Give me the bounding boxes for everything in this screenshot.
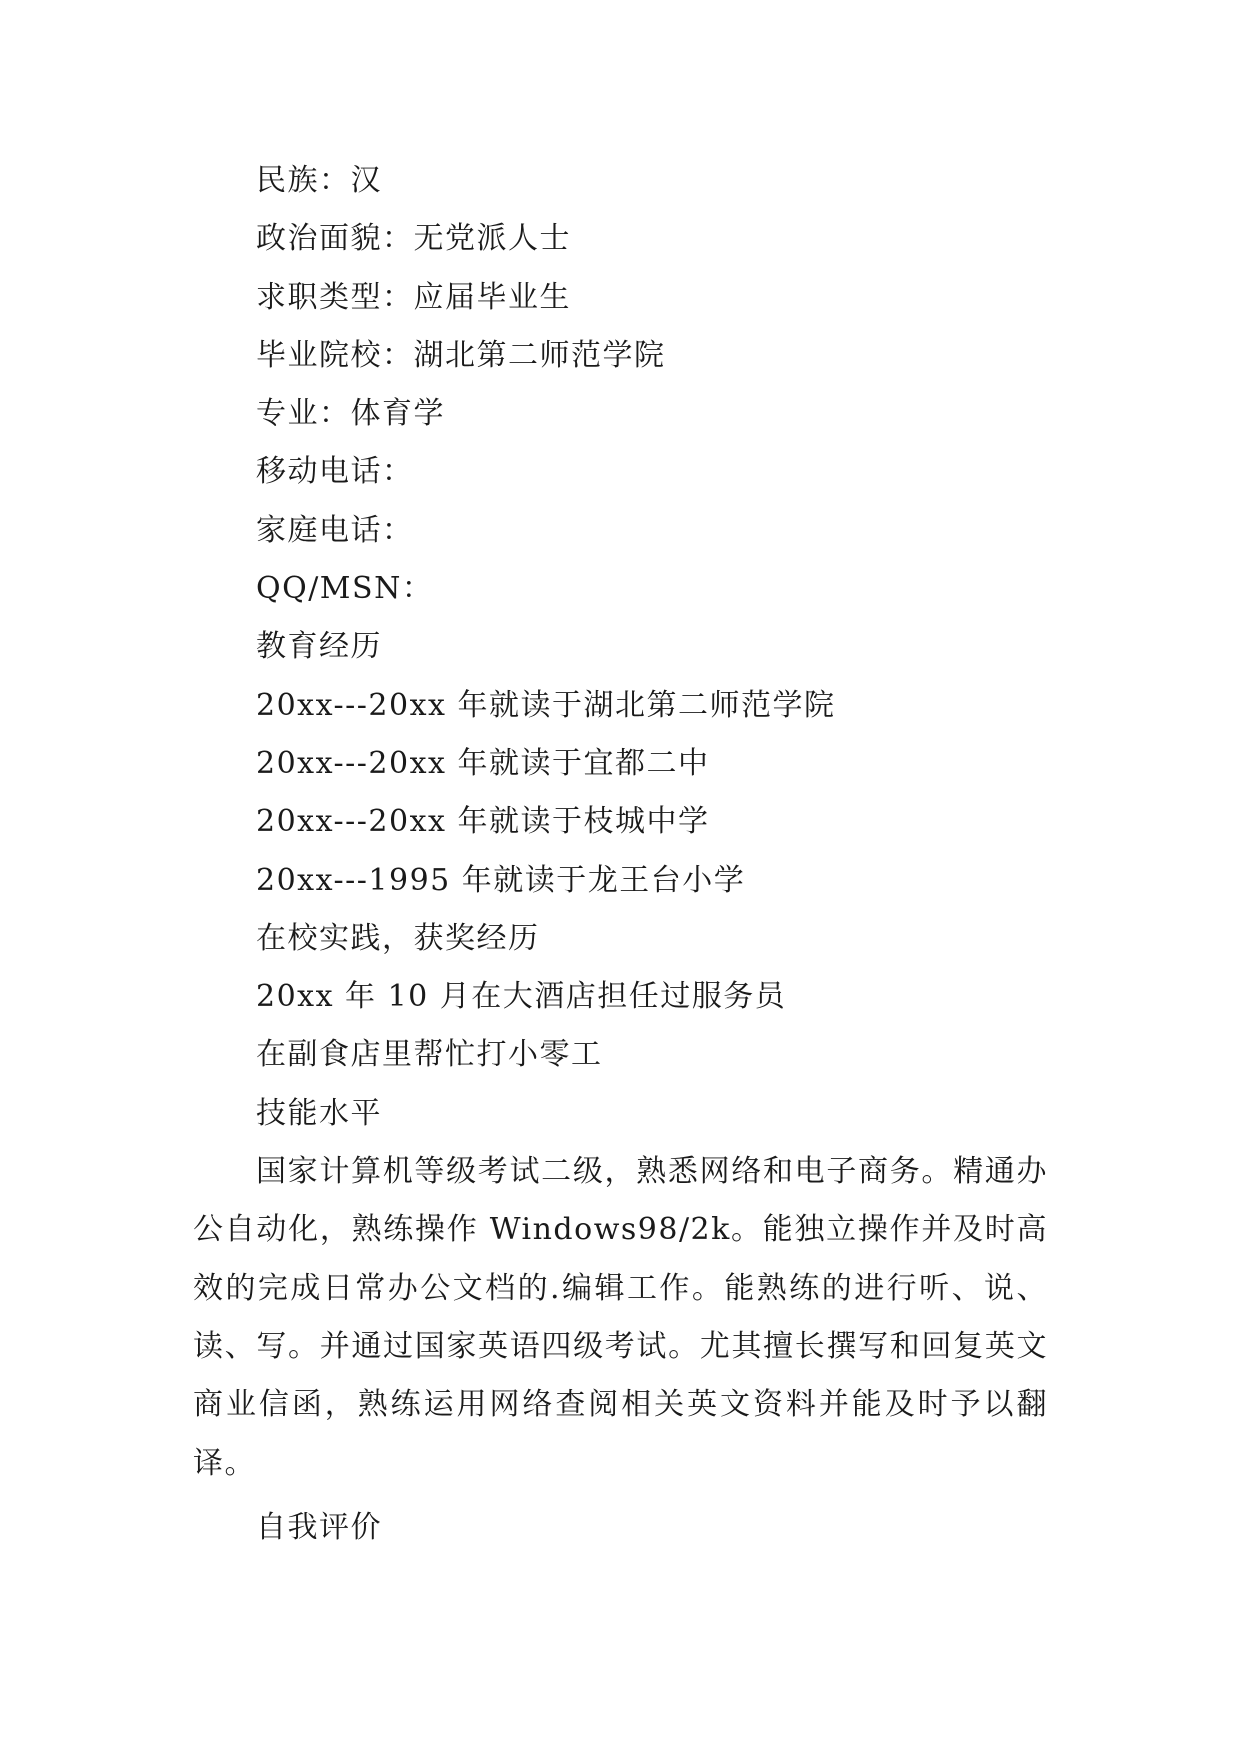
skills-heading: 技能水平 (256, 1095, 382, 1131)
graduate-school-line: 毕业院校：湖北第二师范学院 (256, 337, 666, 373)
political-status-line: 政治面貌：无党派人士 (256, 221, 571, 257)
practice-awards-heading: 在校实践，获奖经历 (256, 920, 540, 956)
practice-item: 20xx 年 10 月在大酒店担任过服务员 (256, 979, 787, 1015)
qq-msn-line: QQ/MSN： (256, 571, 434, 607)
skills-paragraph: 国家计算机等级考试二级，熟悉网络和电子商务。精通办公自动化，熟练操作 Windows98/2k。能独立操作并及时高效的完成日常办公文档的.编辑工作。能熟练的进行听、说、读、写。并通过国家英语四级考试。尤其擅长撰写和回复英文商业信函，熟练运用网络查阅相关英文资料并能及时予以翻译。 (193, 1154, 1048, 1481)
education-item: 20xx---20xx 年就读于宜都二中 (256, 745, 710, 781)
education-heading: 教育经历 (256, 629, 382, 665)
home-phone-line: 家庭电话： (256, 512, 414, 548)
ethnicity-line: 民族：汉 (256, 163, 382, 198)
skills-paragraph-wrapper (193, 1143, 1048, 1493)
education-item: 20xx---20xx 年就读于湖北第二师范学院 (256, 687, 836, 723)
major-line: 专业：体育学 (256, 396, 445, 432)
practice-item: 在副食店里帮忙打小零工 (256, 1037, 603, 1073)
education-item: 20xx---20xx 年就读于枝城中学 (256, 804, 710, 840)
mobile-phone-line: 移动电话： (256, 454, 414, 490)
self-evaluation-heading: 自我评价 (256, 1509, 382, 1545)
document-body (193, 152, 1063, 1557)
job-type-line: 求职类型：应届毕业生 (256, 279, 571, 315)
education-item: 20xx---1995 年就读于龙王台小学 (256, 862, 746, 898)
